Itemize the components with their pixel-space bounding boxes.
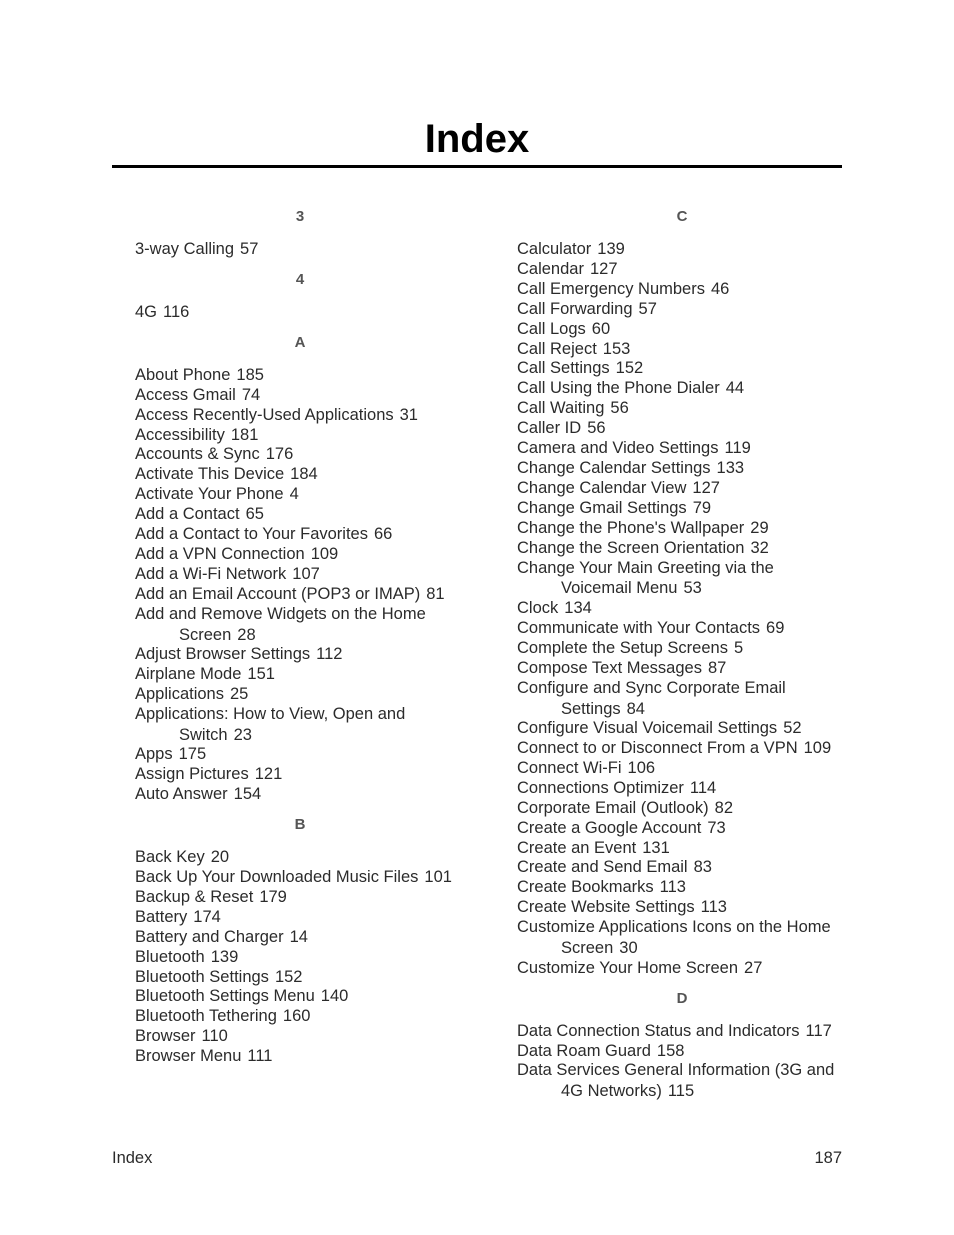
- index-entry: [135, 366, 465, 386]
- index-entry: [517, 839, 847, 859]
- entry-text: Call Forwarding: [517, 299, 633, 318]
- entry-text: Create a Google Account: [517, 818, 702, 837]
- entry-page-number: 5: [733, 638, 744, 657]
- entry-continuation: [517, 578, 847, 599]
- entry-page-number: 113: [659, 878, 686, 897]
- entry-page-number: 28: [237, 625, 256, 644]
- index-entry: [517, 280, 847, 300]
- entry-page-number: 113: [700, 898, 727, 917]
- index-entry: [135, 303, 465, 323]
- index-entry: [517, 539, 847, 559]
- entry-text: Applications: How to View, Open and: [135, 704, 406, 723]
- entry-text: Battery: [135, 907, 188, 926]
- entry-text: Connect Wi-Fi: [517, 758, 622, 777]
- entry-page-number: 153: [602, 339, 631, 358]
- entry-text: Call Settings: [517, 359, 610, 378]
- entry-page-number: 56: [610, 399, 629, 418]
- index-entry: [135, 465, 465, 485]
- index-entry: [135, 705, 465, 746]
- entry-page-number: 29: [750, 518, 769, 537]
- index-entry: [517, 878, 847, 898]
- entry-page-number: 152: [615, 359, 644, 378]
- index-entry: [517, 679, 847, 720]
- entry-text: Browser Menu: [135, 1047, 242, 1066]
- entry-continuation: [135, 625, 465, 646]
- index-entry: [135, 968, 465, 988]
- index-entry: [135, 888, 465, 908]
- entry-text: Customize Your Home Screen: [517, 958, 739, 977]
- entry-continuation-text: 4G Networks): [561, 1082, 662, 1101]
- entry-page-number: 181: [230, 425, 259, 444]
- entry-continuation-text: Settings: [561, 699, 621, 718]
- entry-text: Data Roam Guard: [517, 1041, 651, 1060]
- index-entry: [517, 379, 847, 399]
- entry-page-number: 30: [619, 939, 638, 958]
- index-entry: [517, 619, 847, 639]
- entry-text: Calculator: [517, 240, 592, 258]
- entry-page-number: 87: [707, 658, 727, 677]
- entry-page-number: 56: [587, 419, 606, 438]
- entry-page-number: 27: [744, 958, 763, 977]
- index-entry: [517, 1061, 847, 1102]
- entry-page-number: 184: [290, 465, 318, 484]
- entry-page-number: 66: [373, 525, 393, 544]
- entry-page-number: 154: [233, 785, 262, 804]
- entry-page-number: 109: [803, 739, 832, 758]
- entry-text: Caller ID: [517, 419, 582, 438]
- entry-page-number: 44: [725, 379, 745, 398]
- entry-page-number: 14: [289, 927, 308, 946]
- entry-text: 3-way Calling: [135, 240, 235, 258]
- index-entry: [517, 240, 847, 260]
- letter-heading: 4: [295, 270, 305, 288]
- entry-text: 4G: [135, 302, 158, 321]
- letter-heading: B: [294, 816, 306, 834]
- entry-text: Call Emergency Numbers: [517, 279, 705, 298]
- entry-page-number: 60: [591, 319, 611, 338]
- index-entry: [517, 1042, 847, 1062]
- entry-text: Add a VPN Connection: [135, 544, 305, 563]
- index-entry: [517, 1022, 847, 1042]
- entry-page-number: 46: [710, 279, 730, 298]
- index-entry: [135, 605, 465, 646]
- entry-page-number: 109: [310, 544, 339, 563]
- index-entry: [135, 765, 465, 785]
- entry-text: Change Calendar View: [517, 478, 687, 497]
- entry-text: Create Bookmarks: [517, 878, 654, 897]
- entry-text: Change Gmail Settings: [517, 498, 687, 517]
- entry-text: Data Connection Status and Indicators: [517, 1021, 800, 1040]
- index-entry: [517, 519, 847, 539]
- entry-text: Customize Applications Icons on the Home: [517, 918, 831, 937]
- entry-page-number: 133: [716, 458, 745, 477]
- letter-heading: D: [676, 989, 688, 1007]
- index-entry: [135, 745, 465, 765]
- title-rule: [112, 165, 842, 168]
- index-entry: [135, 948, 465, 968]
- entry-page-number: 131: [642, 838, 670, 857]
- index-entry: [517, 799, 847, 819]
- entry-page-number: 185: [236, 365, 264, 384]
- entry-text: Add an Email Account (POP3 or IMAP): [135, 584, 421, 603]
- entry-page-number: 127: [692, 478, 720, 497]
- entry-text: Backup & Reset: [135, 887, 254, 906]
- entry-page-number: 121: [254, 765, 283, 784]
- entry-text: Clock: [517, 599, 559, 617]
- index-entry: [135, 426, 465, 446]
- entry-text: Accessibility: [135, 425, 225, 444]
- index-entry: [517, 819, 847, 839]
- entry-page-number: 83: [693, 858, 712, 877]
- entry-text: Create an Event: [517, 838, 637, 857]
- index-entry: [135, 485, 465, 505]
- index-entry: [517, 918, 847, 959]
- index-entry: [135, 987, 465, 1007]
- entry-page-number: 111: [247, 1047, 273, 1066]
- entry-page-number: 79: [692, 498, 712, 517]
- entry-text: Bluetooth Tethering: [135, 1007, 277, 1026]
- entry-text: Corporate Email (Outlook): [517, 798, 709, 817]
- entry-page-number: 134: [564, 599, 592, 617]
- index-entry: [135, 240, 465, 260]
- entry-text: Call Logs: [517, 319, 586, 338]
- entry-page-number: 151: [247, 665, 275, 684]
- entry-page-number: 110: [201, 1027, 228, 1046]
- entry-page-number: 31: [399, 405, 418, 424]
- entry-page-number: 176: [265, 445, 294, 464]
- index-entry: [135, 848, 465, 868]
- entry-text: Bluetooth Settings: [135, 967, 269, 986]
- entry-page-number: 69: [766, 618, 785, 637]
- entry-page-number: 32: [750, 538, 769, 557]
- entry-page-number: 114: [689, 778, 717, 797]
- entry-text: Adjust Browser Settings: [135, 645, 311, 664]
- index-entry: [517, 499, 847, 519]
- entry-text: Call Using the Phone Dialer: [517, 379, 720, 398]
- index-column-right: [517, 205, 847, 1102]
- entry-text: Change Your Main Greeting via the: [517, 558, 774, 577]
- entry-text: Change the Screen Orientation: [517, 538, 745, 557]
- index-entry: [517, 599, 847, 619]
- entry-text: Add a Wi-Fi Network: [135, 564, 287, 583]
- entry-page-number: 175: [178, 745, 207, 764]
- entry-text: Activate Your Phone: [135, 485, 284, 504]
- index-entry: [517, 739, 847, 759]
- index-entry: [517, 260, 847, 280]
- entry-page-number: 115: [667, 1082, 695, 1101]
- index-entry: [517, 340, 847, 360]
- entry-continuation: [517, 699, 847, 720]
- entry-page-number: 119: [724, 439, 751, 458]
- index-entry: [135, 665, 465, 685]
- entry-continuation-text: Switch: [179, 725, 228, 744]
- index-entry: [135, 685, 465, 705]
- index-entry: [135, 445, 465, 465]
- entry-text: Data Services General Information (3G and: [517, 1061, 835, 1080]
- entry-continuation: [517, 1081, 847, 1102]
- entry-text: Add a Contact to Your Favorites: [135, 525, 368, 544]
- entry-text: Call Waiting: [517, 399, 605, 418]
- entry-page-number: 81: [426, 584, 445, 603]
- entry-text: Access Gmail: [135, 385, 236, 404]
- entry-page-number: 25: [229, 685, 249, 703]
- entry-text: Activate This Device: [135, 465, 285, 484]
- entry-page-number: 116: [163, 302, 190, 321]
- entry-text: Connect to or Disconnect From a VPN: [517, 739, 798, 758]
- entry-page-number: 53: [683, 579, 702, 598]
- index-entry: [135, 645, 465, 665]
- entry-page-number: 158: [656, 1041, 685, 1060]
- index-entry: [135, 386, 465, 406]
- index-entry: [135, 565, 465, 585]
- entry-continuation: [135, 725, 465, 746]
- index-entry: [135, 1027, 465, 1047]
- entry-text: Calendar: [517, 259, 584, 278]
- index-entry: [135, 785, 465, 805]
- index-entry: [517, 459, 847, 479]
- index-entry: [135, 908, 465, 928]
- entry-page-number: 57: [638, 299, 657, 318]
- entry-text: Change the Phone's Wallpaper: [517, 518, 745, 537]
- entry-text: Browser: [135, 1027, 196, 1046]
- entry-text: Change Calendar Settings: [517, 458, 711, 477]
- entry-text: Airplane Mode: [135, 665, 242, 684]
- index-entry: [517, 300, 847, 320]
- entry-text: Battery and Charger: [135, 927, 284, 946]
- entry-page-number: 73: [707, 818, 726, 837]
- entry-text: Connections Optimizer: [517, 778, 684, 797]
- entry-text: Back Key: [135, 848, 205, 867]
- entry-page-number: 139: [210, 947, 239, 966]
- entry-page-number: 106: [627, 758, 656, 777]
- index-entry: [135, 545, 465, 565]
- index-entry: [517, 359, 847, 379]
- index-entry: [135, 505, 465, 525]
- index-entry: [517, 439, 847, 459]
- entry-page-number: 152: [274, 967, 303, 986]
- entry-text: Applications: [135, 685, 224, 703]
- footer-page-number: 187: [814, 1149, 842, 1167]
- entry-page-number: 82: [714, 798, 734, 817]
- index-entry: [517, 759, 847, 779]
- entry-text: Call Reject: [517, 339, 597, 358]
- entry-text: Communicate with Your Contacts: [517, 618, 761, 637]
- footer-label: Index: [112, 1149, 153, 1167]
- entry-continuation-text: Screen: [179, 625, 232, 644]
- entry-page-number: 117: [805, 1021, 832, 1040]
- entry-text: Add a Contact: [135, 505, 240, 524]
- entry-page-number: 160: [282, 1007, 311, 1026]
- index-entry: [517, 659, 847, 679]
- entry-text: Create and Send Email: [517, 858, 688, 877]
- index-entry: [517, 479, 847, 499]
- index-entry: [135, 585, 465, 605]
- entry-page-number: 112: [316, 645, 343, 664]
- index-entry: [517, 639, 847, 659]
- letter-heading: A: [294, 333, 306, 351]
- index-entry: [135, 406, 465, 426]
- entry-page-number: 107: [292, 564, 320, 583]
- entry-continuation-text: Screen: [561, 939, 614, 958]
- index-entry: [517, 399, 847, 419]
- entry-page-number: 65: [245, 505, 264, 524]
- entry-text: Auto Answer: [135, 785, 228, 804]
- entry-page-number: 140: [320, 987, 349, 1006]
- index-entry: [517, 719, 847, 739]
- letter-heading: 3: [295, 208, 305, 225]
- entry-text: Accounts & Sync: [135, 445, 260, 464]
- index-entry: [517, 959, 847, 979]
- index-entry: [135, 1047, 465, 1067]
- entry-text: Assign Pictures: [135, 765, 249, 784]
- entry-text: Bluetooth: [135, 947, 205, 966]
- entry-text: Create Website Settings: [517, 898, 695, 917]
- entry-text: About Phone: [135, 365, 231, 384]
- entry-page-number: 57: [240, 240, 259, 258]
- entry-page-number: 52: [783, 719, 802, 738]
- index-entry: [517, 419, 847, 439]
- entry-text: Configure and Sync Corporate Email: [517, 678, 786, 697]
- entry-text: Add and Remove Widgets on the Home: [135, 604, 426, 623]
- entry-page-number: 127: [589, 259, 618, 278]
- entry-text: Compose Text Messages: [517, 658, 702, 677]
- index-entry: [135, 525, 465, 545]
- entry-text: Complete the Setup Screens: [517, 638, 728, 657]
- index-entry: [517, 858, 847, 878]
- index-entry: [135, 928, 465, 948]
- entry-page-number: 139: [597, 240, 625, 258]
- index-entry: [517, 320, 847, 340]
- entry-page-number: 179: [259, 887, 287, 906]
- entry-text: Back Up Your Downloaded Music Files: [135, 868, 419, 887]
- index-column-left: [135, 205, 465, 1067]
- entry-page-number: 84: [626, 699, 645, 718]
- index-entry: [135, 868, 465, 888]
- entry-continuation-text: Voicemail Menu: [561, 579, 678, 598]
- entry-page-number: 23: [233, 725, 252, 744]
- letter-heading: C: [676, 208, 688, 225]
- entry-page-number: 101: [424, 868, 452, 887]
- entry-page-number: 20: [210, 848, 230, 867]
- index-entry: [517, 559, 847, 600]
- page-title: Index: [424, 117, 530, 161]
- index-entry: [135, 1007, 465, 1027]
- entry-text: Access Recently-Used Applications: [135, 405, 394, 424]
- entry-page-number: 4: [289, 485, 299, 504]
- entry-text: Bluetooth Settings Menu: [135, 987, 315, 1006]
- entry-text: Configure Visual Voicemail Settings: [517, 719, 778, 738]
- index-entry: [517, 898, 847, 918]
- index-entry: [517, 779, 847, 799]
- entry-text: Apps: [135, 745, 173, 764]
- entry-continuation: [517, 938, 847, 959]
- entry-page-number: 74: [241, 385, 261, 404]
- entry-page-number: 174: [193, 907, 221, 926]
- entry-text: Camera and Video Settings: [517, 439, 719, 458]
